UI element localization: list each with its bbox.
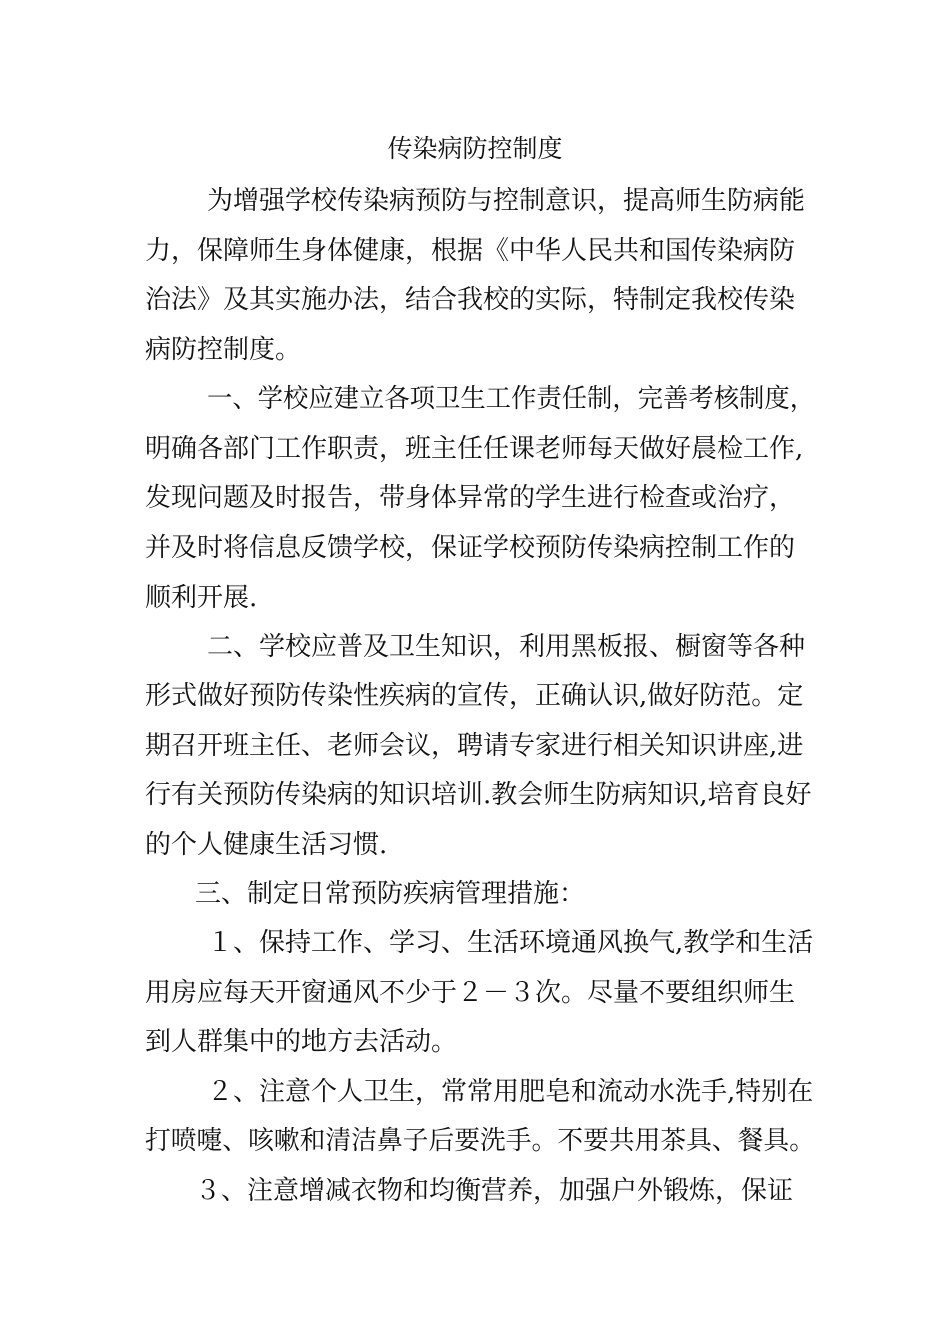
- paragraph-line: 行有关预防传染病的知识培训.教会师生防病知识,培育良好: [145, 780, 812, 810]
- paragraph-line: 用房应每天开窗通风不少于２－３次。尽量不要组织师生: [145, 978, 796, 1008]
- paragraph-line: ３、注意增减衣物和均衡营养，加强户外锻炼，保证: [195, 1176, 794, 1206]
- paragraph-line: 打喷嚏、咳嗽和清洁鼻子后要洗手。不要共用茶具、餐具。: [145, 1126, 815, 1156]
- document-title: 传染病防控制度: [387, 134, 563, 163]
- paragraph-line: 病防控制度。: [145, 335, 302, 365]
- paragraph-line: 期召开班主任、老师会议，聘请专家进行相关知识讲座,进: [145, 731, 804, 761]
- paragraph-line: １、保持工作、学习、生活环境通风换气,教学和生活: [207, 928, 814, 958]
- paragraph-line: ２、注意个人卫生，常常用肥皂和流动水洗手,特别在: [207, 1077, 814, 1107]
- paragraph-line: 治法》及其实施办法，结合我校的实际，特制定我校传染: [145, 285, 796, 315]
- paragraph-line: 一、学校应建立各项卫生工作责任制，完善考核制度，: [207, 384, 816, 414]
- paragraph-line: 形式做好预防传染性疾病的宣传，正确认识,做好防范。定: [145, 681, 804, 711]
- paragraph-line: 并及时将信息反馈学校，保证学校预防传染病控制工作的: [145, 533, 796, 563]
- paragraph-line: 到人群集中的地方去活动。: [145, 1027, 458, 1057]
- section-heading: 三、制定日常预防疾病管理措施：: [195, 879, 586, 909]
- paragraph-line: 为增强学校传染病预防与控制意识，提高师生防病能: [207, 186, 806, 216]
- paragraph-line: 力，保障师生身体健康，根据《中华人民共和国传染病防: [145, 236, 796, 266]
- paragraph-line: 二、学校应普及卫生知识，利用黑板报、橱窗等各种: [207, 632, 806, 662]
- paragraph-line: 顺利开展.: [145, 583, 258, 613]
- paragraph-line: 明确各部门工作职责，班主任任课老师每天做好晨检工作,: [145, 434, 804, 464]
- paragraph-line: 发现问题及时报告，带身体异常的学生进行检查或治疗，: [145, 483, 796, 513]
- paragraph-line: 的个人健康生活习惯.: [145, 830, 388, 860]
